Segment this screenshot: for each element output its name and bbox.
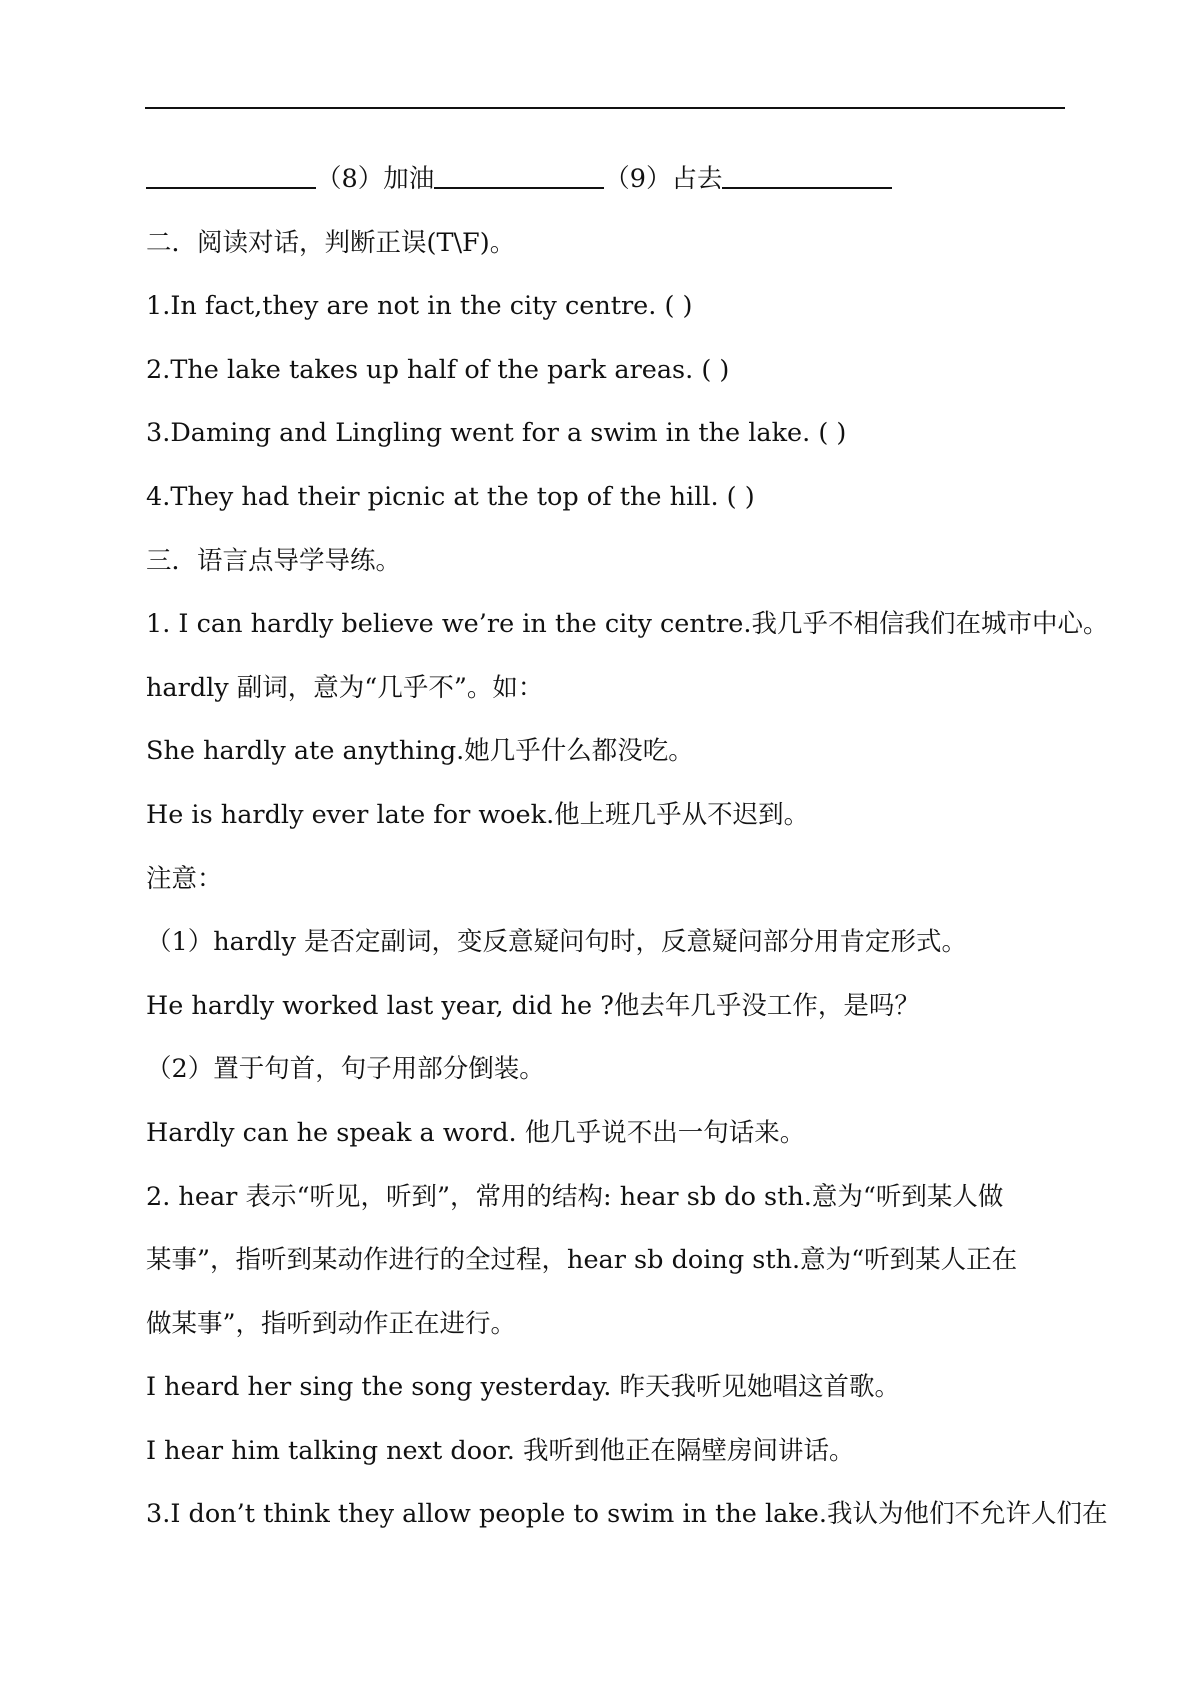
section-3-line: Hardly can he speak a word. 他几乎说不出一句话来。 <box>146 1117 806 1148</box>
section-3-line: I hear him talking next door. 我听到他正在隔壁房间讲话。 <box>146 1435 855 1466</box>
section-3-line: （1）hardly 是否定副词，变反意疑问句时，反意疑问部分用肯定形式。 <box>146 927 968 958</box>
section-3-line: 2. hear 表示“听见，听到”，常用的结构: hear sb do sth.意为“听到某人做 <box>146 1181 1004 1212</box>
tf-item-2: 2.The lake takes up half of the park areas. ( ) <box>146 354 730 385</box>
header-rule <box>145 107 1065 109</box>
answer-blank-9[interactable] <box>722 157 892 189</box>
section-3-line: 做某事”，指听到动作正在进行。 <box>146 1308 517 1339</box>
section-3-line: I heard her sing the song yesterday. 昨天我听见她唱这首歌。 <box>146 1372 900 1403</box>
vocab-row <box>146 148 1081 212</box>
vocab-item-8: （8）加油 <box>316 164 435 194</box>
answer-blank-8[interactable] <box>434 157 604 189</box>
section-3-line: 3.I don’t think they allow people to swim in the lake.我认为他们不允许人们在 <box>146 1499 1108 1530</box>
section-3-line: hardly 副词，意为“几乎不”。如： <box>146 672 544 703</box>
section-3-line: He is hardly ever late for woek.他上班几乎从不迟到。 <box>146 799 810 830</box>
section-3-line: 1. I can hardly believe we’re in the city centre.我几乎不相信我们在城市中心。 <box>146 609 1109 640</box>
section-3-line: He hardly worked last year, did he ?他去年几乎没工作，是吗？ <box>146 990 920 1021</box>
answer-blank-7[interactable] <box>146 157 316 189</box>
section-3-line: She hardly ate anything.她几乎什么都没吃。 <box>146 736 694 767</box>
tf-item-4: 4.They had their picnic at the top of the hill. ( ) <box>146 481 755 512</box>
tf-item-3: 3.Daming and Lingling went for a swim in the lake. ( ) <box>146 418 847 449</box>
section-3-heading: 三．语言点导学导练。 <box>146 545 402 576</box>
document-body <box>146 148 1109 1547</box>
section-3-line: （2）置于句首，句子用部分倒装。 <box>146 1054 545 1085</box>
tf-item-1: 1.In fact,they are not in the city centre. ( ) <box>146 291 693 322</box>
section-3-line: 注意： <box>146 863 223 894</box>
section-2-heading: 二．阅读对话，判断正误(T\F)。 <box>146 227 516 258</box>
section-3-line: 某事”，指听到某动作进行的全过程，hear sb doing sth.意为“听到某人正在 <box>146 1245 1018 1276</box>
vocab-item-9: （9）占去 <box>604 164 723 194</box>
